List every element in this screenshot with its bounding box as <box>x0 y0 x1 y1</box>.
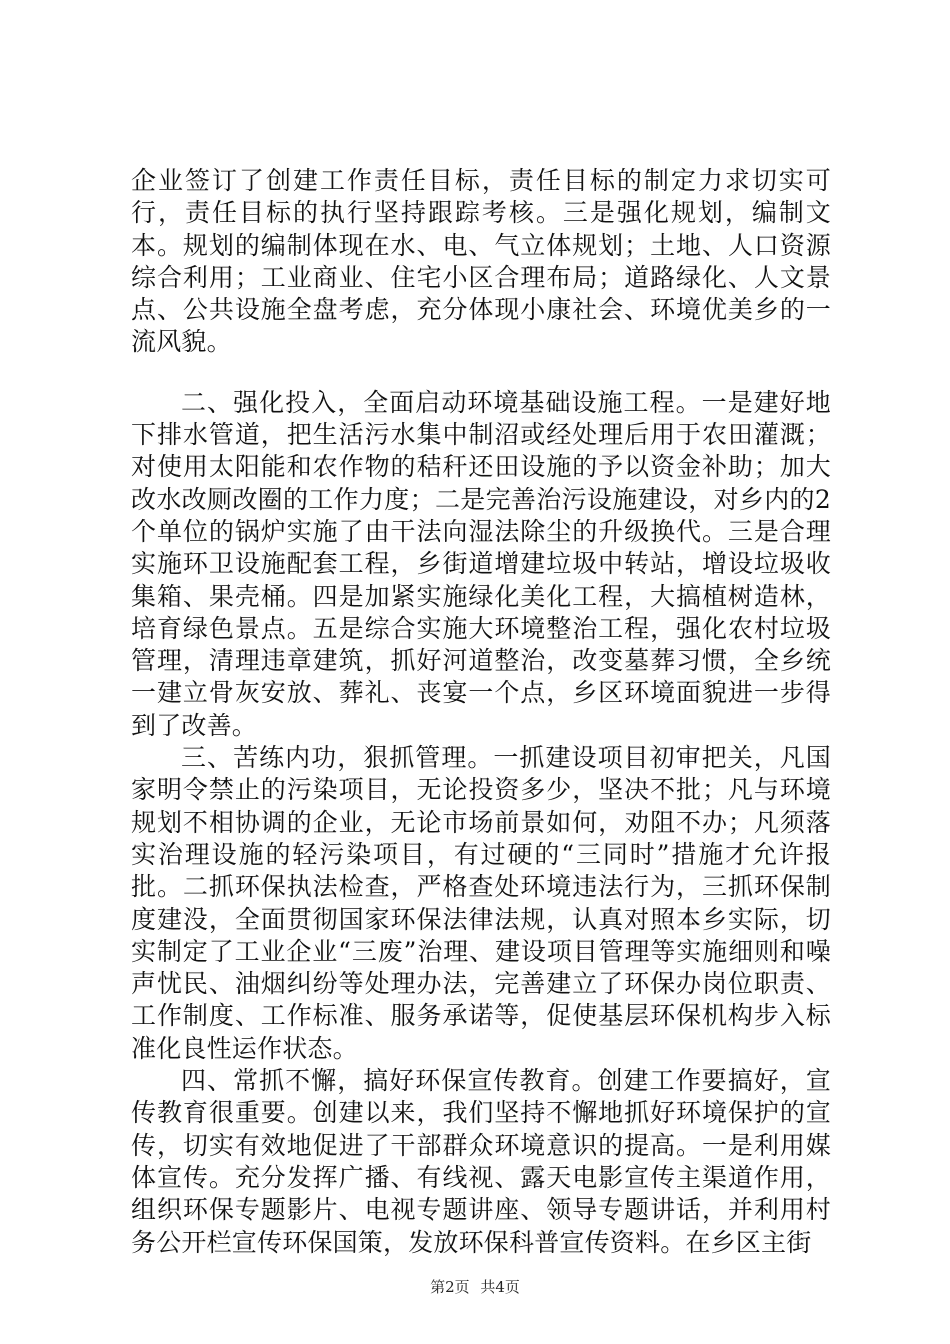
paragraph-section-3: 三、苦练内功，狠抓管理。一抓建设项目初审把关，凡国家明令禁止的污染项目，无论投资多少，坚决不批；凡与环境规划不相协调的企业，无论市场前景如何，劝阻不办；凡须落实治理设施的轻污染项目，有过硬的“三同时”措施才允许报批。二抓环保执法检查，严格查处环境违法行为，三抓环保制度建没，全面贯彻国家环保法律法规，认真对照本乡实际，切实制定了工业企业“三废”治理、建设项目管理等实施细则和噪声忧民、油烟纠纷等处理办法，完善建立了环保办岗位职责、工作制度、工作标准、服务承诺等，促使基层环保机构步入标准化良性运作状态。 <box>131 743 831 1063</box>
paragraph-gap <box>131 359 831 387</box>
page-number: 第2页 <box>430 1278 470 1296</box>
document-body <box>131 165 831 1259</box>
paragraph-section-2: 二、强化投入，全面启动环境基础设施工程。一是建好地下排水管道，把生活污水集中制沼或经处理后用于农田灌溉；对使用太阳能和农作物的秸秆还田设施的予以资金补助；加大改水改厕改圈的工作力度；二是完善治污设施建设，对乡内的2个单位的锅炉实施了由干法向湿法除尘的升级换代。三是合理实施环卫设施配套工程，乡街道增建垃圾中转站，增设垃圾收集箱、果壳桶。四是加紧实施绿化美化工程，大搞植树造林，培育绿色景点。五是综合实施大环境整治工程，强化农村垃圾管理，清理违章建筑，抓好河道整治，改变墓葬习惯，全乡统一建立骨灰安放、葬礼、丧宴一个点，乡区环境面貌进一步得到了改善。 <box>131 387 831 740</box>
page-footer <box>0 1277 950 1297</box>
paragraph-continuation: 企业签订了创建工作责任目标，责任目标的制定力求切实可行，责任目标的执行坚持跟踪考核。三是强化规划，编制文本。规划的编制体现在水、电、气立体规划；土地、人口资源综合利用；工业商业、住宅小区合理布局；道路绿化、人文景点、公共设施全盘考虑，充分体现小康社会、环境优美乡的一流风貌。 <box>131 166 831 357</box>
page-total: 共4页 <box>480 1278 520 1296</box>
paragraph-section-4: 四、常抓不懈，搞好环保宣传教育。创建工作要搞好，宣传教育很重要。创建以来，我们坚持不懈地抓好环境保护的宣传，切实有效地促进了干部群众环境意识的提高。一是利用媒体宣传。充分发挥广播、有线视、露天电影宣传主渠道作用，组织环保专题影片、电视专题讲座、领导专题讲话，并利用村务公开栏宣传环保国策，发放环保科普宣传资料。在乡区主街 <box>131 1066 831 1257</box>
